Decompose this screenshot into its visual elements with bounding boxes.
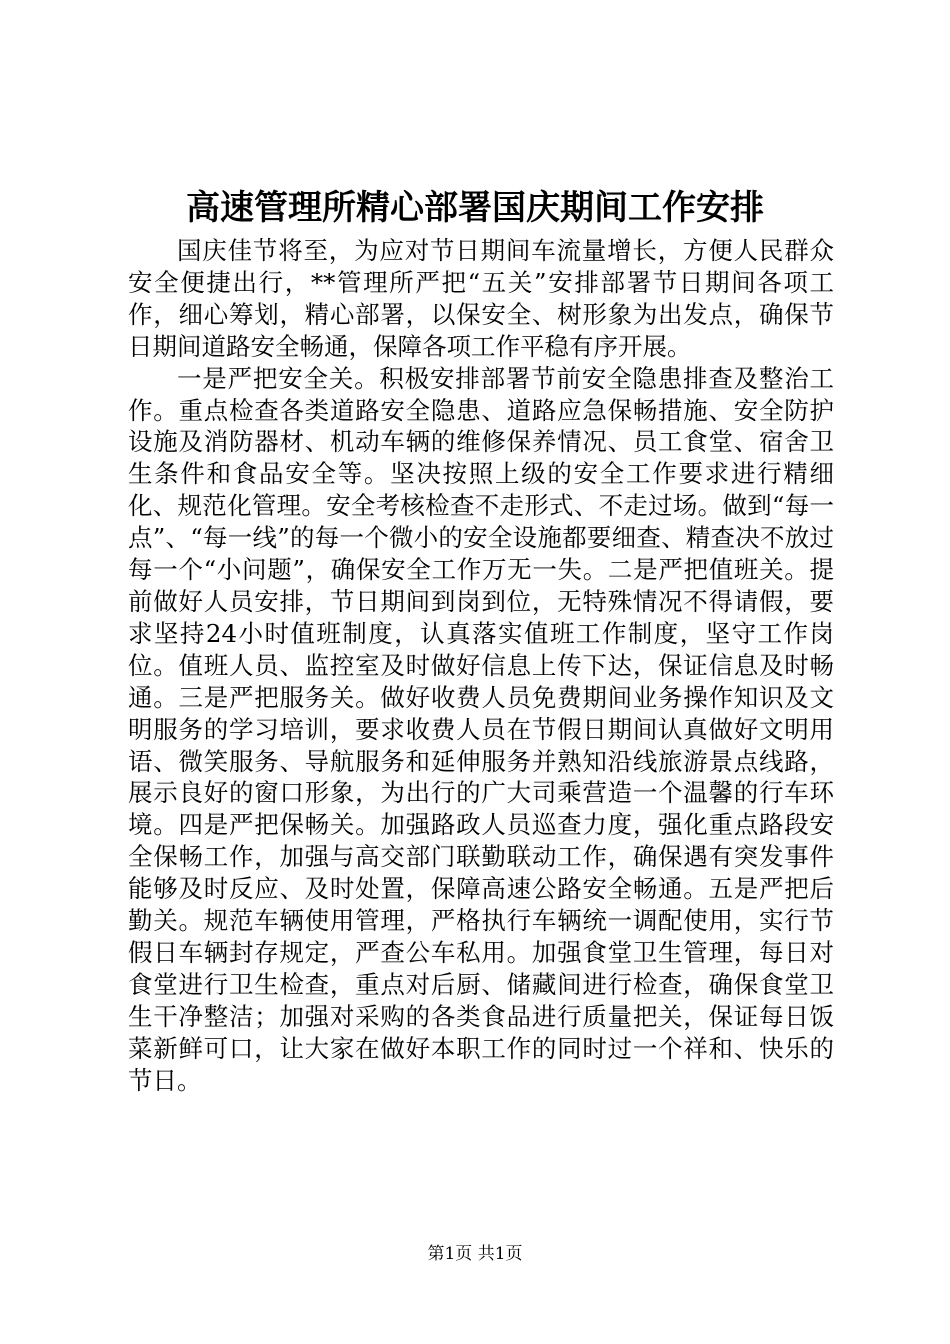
page-number-footer: 第1页 共1页	[427, 1244, 523, 1264]
main-paragraph: 一是严把安全关。积极安排部署节前安全隐患排查及整治工作。重点检查各类道路安全隐患、道路应急保畅措施、安全防护设施及消防器材、机动车辆的维修保养情况、员工食堂、宿舍卫生条件和食品安全等。坚决按照上级的安全工作要求进行精细化、规范化管理。安全考核检查不走形式、不走过场。做到“每一点”、“每一线”的每一个微小的安全设施都要细查、精查决不放过每一个“小问题”，确保安全工作万无一失。二是严把值班关。提前做好人员安排，节日期间到岗到位，无特殊情况不得请假，要求坚持24小时值班制度，认真落实值班工作制度，坚守工作岗位。值班人员、监控室及时做好信息上传下达，保证信息及时畅通。三是严把服务关。做好收费人员免费期间业务操作知识及文明服务的学习培训，要求收费人员在节假日期间认真做好文明用语、微笑服务、导航服务和延伸服务并熟知沿线旅游景点线路，展示良好的窗口形象，为出行的广大司乘营造一个温馨的行车环境。四是严把保畅关。加强路政人员巡查力度，强化重点路段安全保畅工作，加强与高交部门联勤联动工作，确保遇有突发事件能够及时反应、及时处置，保障高速公路安全畅通。五是严把后勤关。规范车辆使用管理，严格执行车辆统一调配使用，实行节假日车辆封存规定，严查公车私用。加强食堂卫生管理，每日对食堂进行卫生检查，重点对后厨、储藏间进行检查，确保食堂卫生干净整洁；加强对采购的各类食品进行质量把关，保证每日饭菜新鲜可口，让大家在做好本职工作的同时过一个祥和、快乐的节日。	[128, 363, 834, 1095]
document-title: 高速管理所精心部署国庆期间工作安排	[186, 188, 764, 228]
document-body	[128, 235, 834, 1096]
intro-paragraph: 国庆佳节将至，为应对节日期间车流量增长，方便人民群众安全便捷出行，**管理所严把“五关”安排部署节日期间各项工作，细心筹划，精心部署，以保安全、树形象为出发点，确保节日期间道路安全畅通，保障各项工作平稳有序开展。	[128, 236, 834, 361]
